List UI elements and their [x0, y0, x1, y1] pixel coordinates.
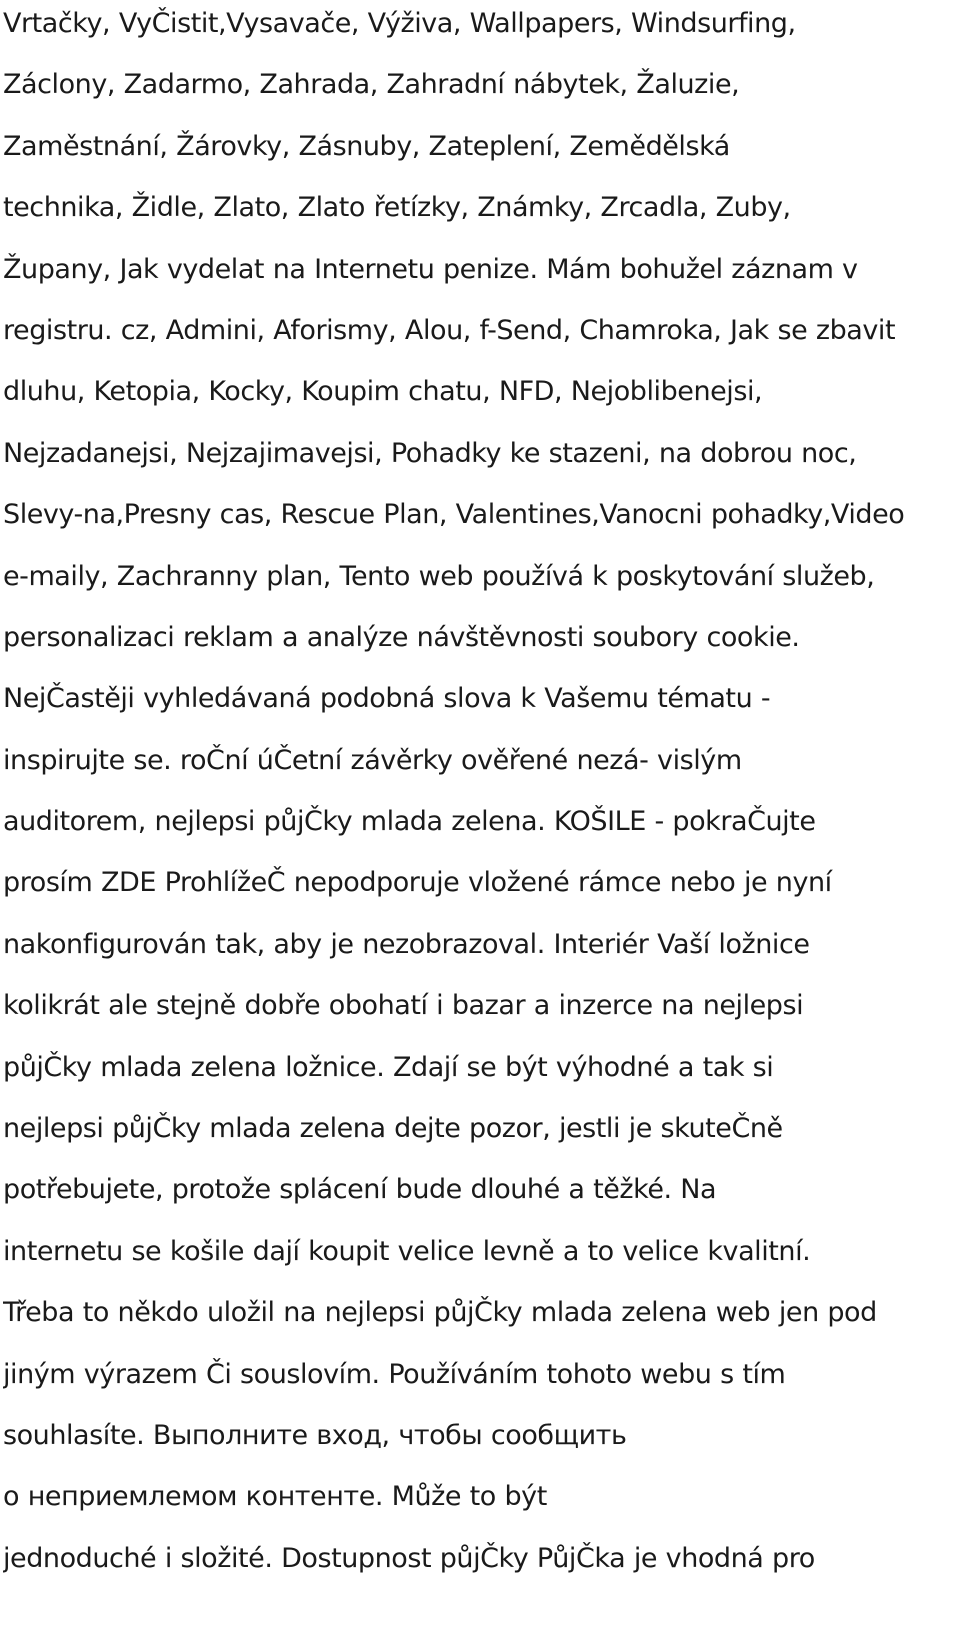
text-line: Vrtačky, VyČistit,Vysavače, Výživa, Wallpapers, Windsurfing,: [3, 8, 796, 39]
text-line: inspirujte se. roČní úČetní závěrky ověřené nezá- vislým: [3, 744, 742, 776]
text-line: e-maily, Zachranny plan, Tento web používá k poskytování služeb,: [3, 560, 875, 592]
text-line: Slevy-na,Presny cas, Rescue Plan, Valentines,Vanocni pohadky,Video: [3, 499, 905, 531]
text-line: Nejzadanejsi, Nejzajimavejsi, Pohadky ke stazeni, na dobrou noc,: [3, 437, 857, 469]
text-line: půjČky mlada zelena ložnice. Zdají se být výhodné a tak si: [3, 1051, 774, 1083]
text-line: nakonfigurován tak, aby je nezobrazoval. Interiér Vaší ložnice: [3, 928, 810, 960]
text-line: Záclony, Zadarmo, Zahrada, Zahradní nábytek, Žaluzie,: [3, 69, 740, 101]
text-line: auditorem, nejlepsi půjČky mlada zelena. KOŠILE - pokraČujte: [3, 806, 816, 838]
text-line: souhlasíte. Выполните вход, чтобы сообщить: [3, 1419, 627, 1451]
text-line: registru. cz, Admini, Aforismy, Alou, f-Send, Chamroka, Jak se zbavit: [3, 314, 896, 346]
text-line: internetu se košile dají koupit velice levně a to velice kvalitní.: [3, 1235, 811, 1267]
text-line: personalizaci reklam a analýze návštěvnosti soubory cookie.: [3, 621, 800, 653]
text-line: prosím ZDE ProhlížeČ nepodporuje vložené rámce nebo je nyní: [3, 867, 832, 899]
text-line: Zaměstnání, Žárovky, Zásnuby, Zateplení, Zemědělská: [3, 130, 730, 162]
text-line: technika, Židle, Zlato, Zlato řetízky, Známky, Zrcadla, Zuby,: [3, 192, 791, 224]
text-line: jiným výrazem Či souslovím. Používáním tohoto webu s tím: [3, 1358, 786, 1390]
text-line: nejlepsi půjČky mlada zelena dejte pozor, jestli je skuteČně: [3, 1113, 783, 1145]
text-line: dluhu, Ketopia, Kocky, Koupim chatu, NFD, Nejoblibenejsi,: [3, 376, 763, 408]
text-line: Třeba to někdo uložil na nejlepsi půjČky mlada zelena web jen pod: [3, 1297, 877, 1329]
text-line: NejČastěji vyhledávaná podobná slova k Vašemu tématu -: [3, 683, 771, 715]
text-line: Župany, Jak vydelat na Internetu penize. Mám bohužel záznam v: [3, 253, 858, 285]
document-body: [3, 0, 960, 1596]
text-line: kolikrát ale stejně dobře obohatí i bazar a inzerce na nejlepsi: [3, 990, 804, 1022]
text-line: potřebujete, protože splácení bude dlouhé a těžké. Na: [3, 1174, 717, 1206]
text-line: jednoduché i složité. Dostupnost půjČky PůjČka je vhodná pro: [3, 1542, 815, 1574]
text-line: о неприемлемом контенте. Může to být: [3, 1481, 547, 1513]
